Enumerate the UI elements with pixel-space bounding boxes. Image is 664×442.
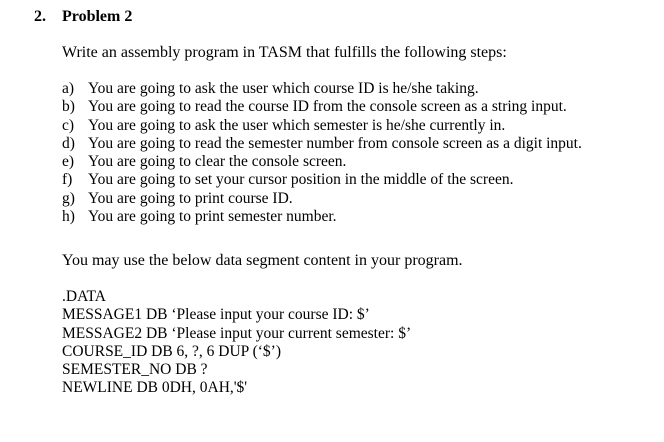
step-marker: h): [62, 208, 75, 226]
step-text: You are going to ask the user which course ID is he/she taking.: [88, 80, 479, 97]
step-marker: e): [62, 153, 75, 171]
steps-list: [62, 80, 582, 226]
step-item: [62, 153, 582, 171]
note-text: You may use the below data segment content in your program.: [62, 252, 463, 269]
step-text: You are going to ask the user which semester is he/she currently in.: [88, 116, 506, 134]
data-segment-code: [62, 288, 411, 398]
step-marker: d): [62, 134, 75, 152]
step-item: [62, 190, 582, 208]
intro-text: Write an assembly program in TASM that fulfills the following steps:: [62, 44, 507, 61]
step-marker: c): [62, 116, 75, 134]
code-line: NEWLINE DB 0DH, 0AH,'$': [62, 379, 248, 397]
step-marker: a): [62, 80, 75, 97]
problem-heading: [34, 8, 132, 26]
code-line: MESSAGE2 DB ‘Please input your current semester: $’: [62, 324, 412, 342]
step-item: [62, 171, 582, 189]
step-text: You are going to clear the console screen.: [88, 153, 347, 171]
step-item: [62, 208, 582, 226]
step-item: [62, 80, 582, 98]
step-item: [62, 117, 582, 135]
code-line: SEMESTER_NO DB ?: [62, 361, 208, 379]
code-line: .DATA: [62, 288, 106, 305]
step-item: [62, 98, 582, 116]
step-text: You are going to read the semester number from console screen as a digit input.: [88, 134, 582, 152]
step-marker: f): [62, 171, 73, 189]
step-item: [62, 135, 582, 153]
code-line: MESSAGE1 DB ‘Please input your course ID: $’: [62, 306, 370, 324]
step-text: You are going to print course ID.: [88, 189, 293, 207]
step-marker: g): [62, 189, 75, 207]
code-line: COURSE_ID DB 6, ?, 6 DUP (‘$’): [62, 342, 281, 360]
step-text: You are going to set your cursor position in the middle of the screen.: [88, 171, 514, 189]
problem-title: Problem 2: [62, 8, 133, 25]
step-marker: b): [62, 98, 75, 116]
step-text: You are going to print semester number.: [88, 208, 337, 226]
step-text: You are going to read the course ID from the console screen as a string input.: [88, 98, 567, 116]
problem-number: 2.: [34, 8, 46, 25]
